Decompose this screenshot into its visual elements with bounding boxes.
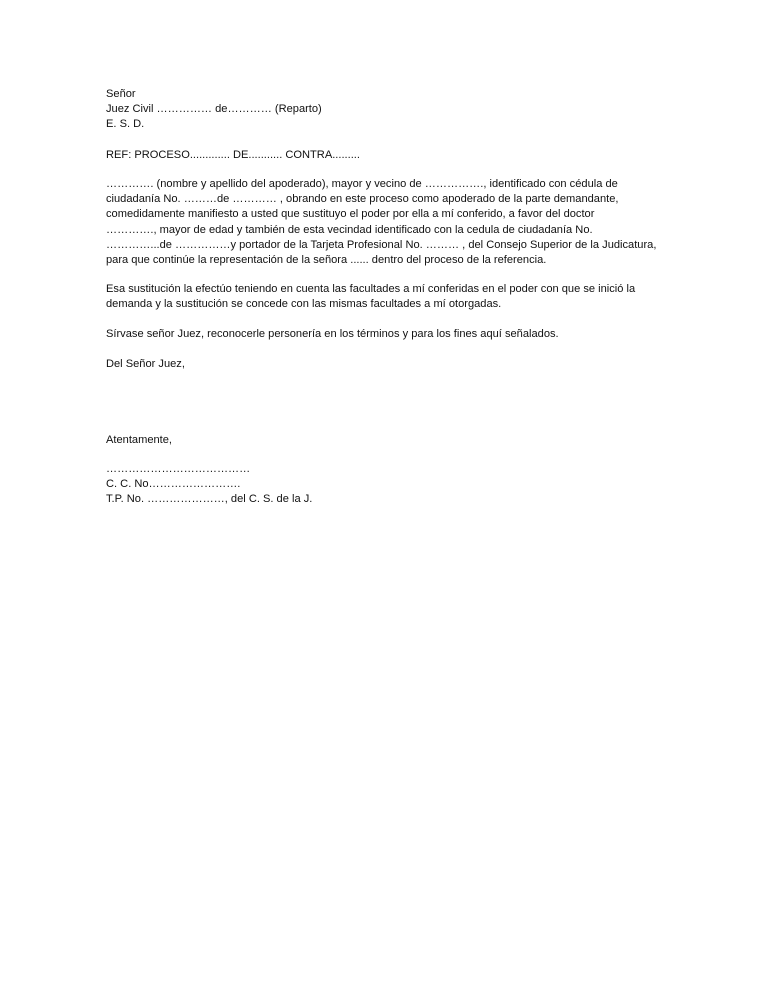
reference-block (106, 148, 686, 163)
salutation-block (106, 87, 686, 133)
paragraph-line: ciudadanía No. ………de ………… , obrando en este proceso como apoderado de la parte demandante, (106, 193, 619, 206)
paragraph-line: Esa sustitución la efectúo teniendo en cuenta las facultades a mí conferidas en el poder con que se inició la (106, 283, 636, 295)
signature-tp-line: T.P. No. …………………, del C. S. de la J. (106, 493, 313, 506)
paragraph-line: comedidamente manifiesto a usted que sustituyo el poder por ella a mí conferido, a favor del doctor (106, 208, 595, 221)
paragraph-line: demanda y la sustitución se concede con las mismas facultades a mí otorgadas. (106, 298, 502, 311)
atentamente-block (106, 433, 686, 448)
salutation-line: Juez Civil …………… de………… (Reparto) (106, 103, 322, 116)
closing-block (106, 357, 686, 372)
signature-line: ………………………………… (106, 463, 251, 475)
paragraph-substitution (106, 177, 686, 268)
closing-line: Del Señor Juez, (106, 358, 185, 370)
salutation-line: Señor (106, 88, 136, 100)
paragraph-line: Sírvase señor Juez, reconocerle personería en los términos y para los fines aquí señalados. (106, 328, 559, 340)
paragraph-line: …………., mayor de edad y también de esta vecindad identificado con la cedula de ciudadanía No. (106, 223, 593, 236)
paragraph-faculties (106, 282, 686, 312)
signature-block (106, 462, 686, 508)
reference-line: REF: PROCESO............. DE........... CONTRA......... (106, 149, 360, 161)
paragraph-line: …………...de ……………y portador de la Tarjeta Profesional No. ……… , del Consejo Superior de la Judicatura, (106, 238, 657, 251)
salutation-line: E. S. D. (106, 118, 145, 131)
paragraph-line: para que continúe la representación de la señora ...... dentro del proceso de la referencia. (106, 254, 547, 267)
atentamente-line: Atentamente, (106, 434, 172, 446)
paragraph-line: …………. (nombre y apellido del apoderado), mayor y vecino de ……………., identificado con cédula de (106, 178, 618, 190)
signature-id-line: C. C. No……………………. (106, 478, 241, 491)
paragraph-request (106, 327, 686, 342)
